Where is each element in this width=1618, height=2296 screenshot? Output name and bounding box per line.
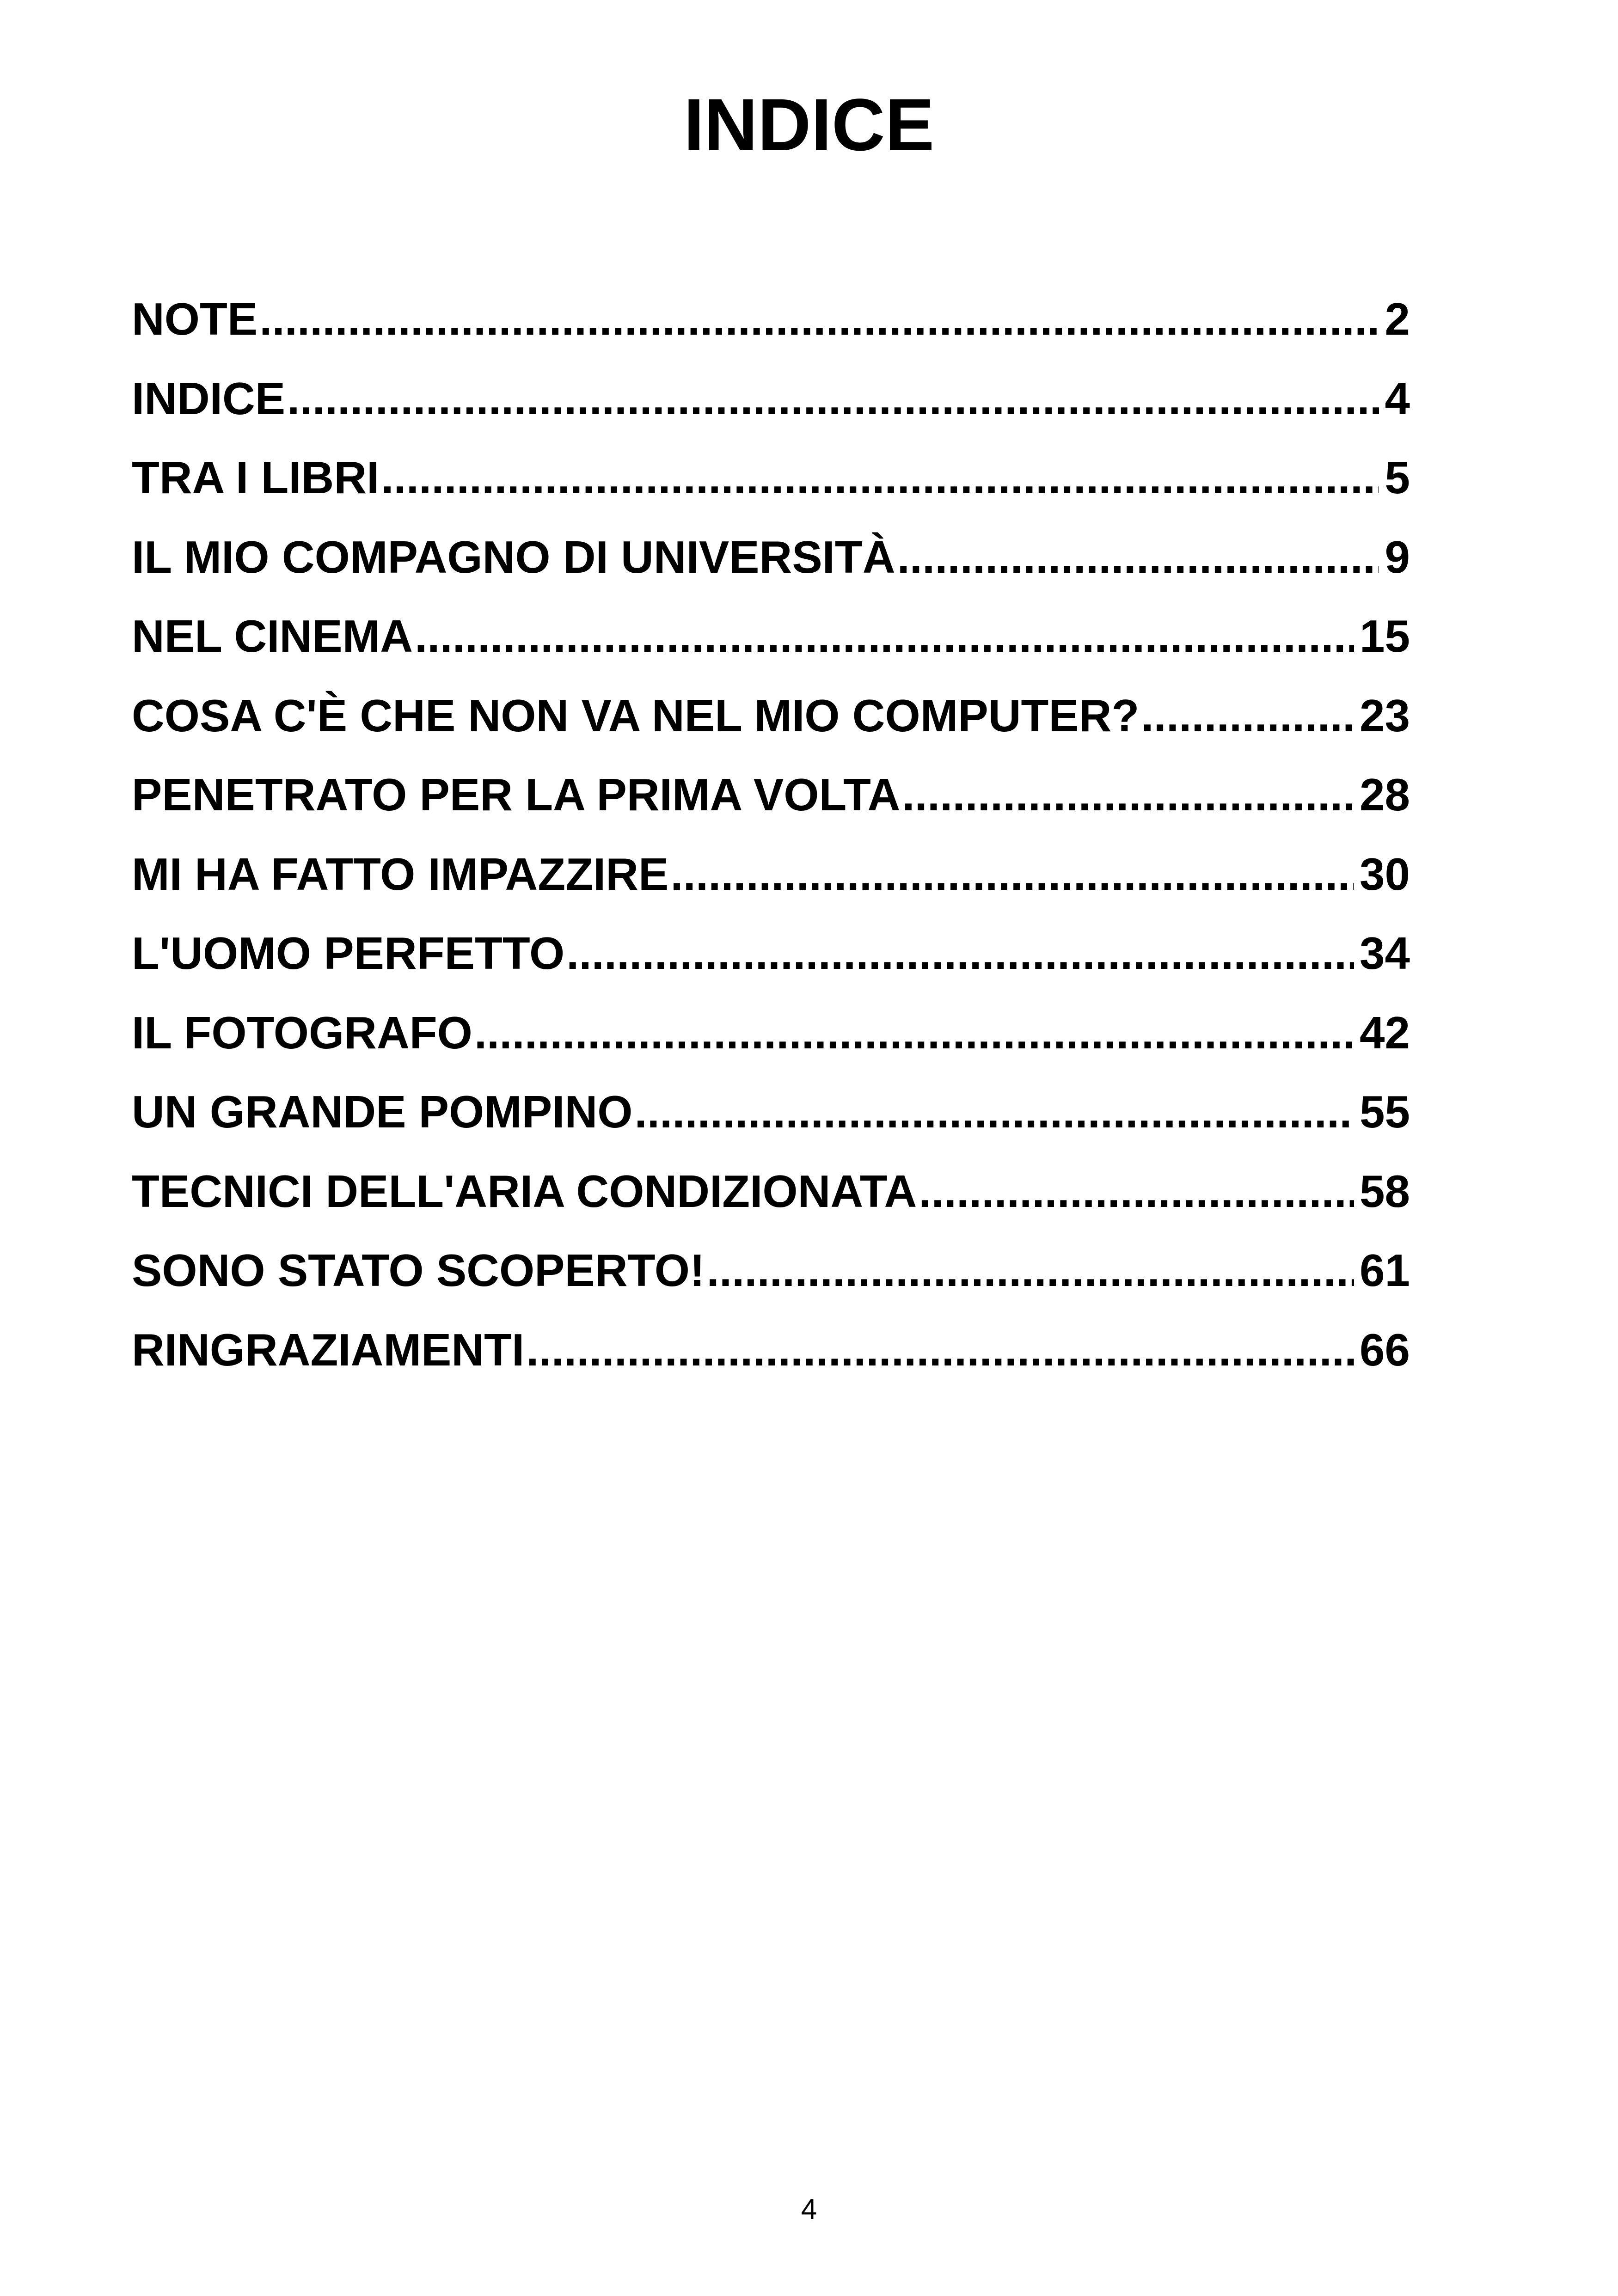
toc-entry-page: 4 <box>1385 373 1410 424</box>
table-of-contents <box>132 291 1410 1401</box>
toc-dot-leader <box>474 1005 1354 1060</box>
toc-entry-page: 30 <box>1359 848 1410 900</box>
page-title: INDICE <box>683 83 935 166</box>
toc-entry[interactable] <box>132 371 1410 450</box>
toc-dot-leader <box>526 1322 1354 1378</box>
toc-entry[interactable] <box>132 529 1410 609</box>
toc-entry[interactable] <box>132 1243 1410 1322</box>
toc-entry-title: UN GRANDE POMPINO <box>132 1086 633 1137</box>
toc-entry[interactable] <box>132 1322 1410 1402</box>
toc-entry-title: NEL CINEMA <box>132 611 413 661</box>
toc-dot-leader <box>635 1084 1354 1139</box>
toc-entry-title: PENETRATO PER LA PRIMA VOLTA <box>132 769 901 820</box>
toc-entry[interactable] <box>132 291 1410 371</box>
toc-entry[interactable] <box>132 925 1410 1005</box>
toc-entry-page: 61 <box>1359 1245 1410 1296</box>
toc-entry-title: TRA I LIBRI <box>132 452 380 503</box>
toc-entry-page: 15 <box>1359 611 1410 661</box>
toc-entry-page: 2 <box>1385 294 1410 344</box>
toc-entry-title: SONO STATO SCOPERTO! <box>132 1245 705 1296</box>
toc-entry-title: IL FOTOGRAFO <box>132 1007 472 1058</box>
toc-entry-title: TECNICI DELL'ARIA CONDIZIONATA <box>132 1165 917 1217</box>
toc-dot-leader <box>1141 688 1354 743</box>
toc-entry-page: 55 <box>1359 1086 1410 1137</box>
toc-dot-leader <box>287 371 1379 426</box>
toc-entry-title: COSA C'È CHE NON VA NEL MIO COMPUTER? <box>132 690 1140 741</box>
toc-dot-leader <box>566 925 1354 981</box>
toc-entry-page: 28 <box>1359 769 1410 820</box>
toc-entry-title: INDICE <box>132 373 286 424</box>
toc-dot-leader <box>670 846 1354 902</box>
toc-dot-leader <box>919 1163 1354 1219</box>
toc-entry[interactable] <box>132 1084 1410 1163</box>
toc-entry[interactable] <box>132 767 1410 846</box>
toc-dot-leader <box>259 291 1379 347</box>
toc-entry-title: MI HA FATTO IMPAZZIRE <box>132 848 669 900</box>
toc-entry-page: 5 <box>1385 452 1410 503</box>
toc-entry[interactable] <box>132 450 1410 529</box>
toc-entry-page: 34 <box>1359 928 1410 979</box>
toc-dot-leader <box>707 1243 1354 1298</box>
toc-entry-page: 23 <box>1359 690 1410 741</box>
toc-entry-title: RINGRAZIAMENTI <box>132 1324 525 1375</box>
toc-entry-page: 66 <box>1359 1324 1410 1375</box>
toc-entry-title: L'UOMO PERFETTO <box>132 928 565 979</box>
toc-entry-page: 42 <box>1359 1007 1410 1058</box>
page-number: 4 <box>801 2193 817 2225</box>
toc-entry-page: 9 <box>1385 531 1410 582</box>
toc-dot-leader <box>415 608 1354 664</box>
toc-entry[interactable] <box>132 846 1410 926</box>
toc-entry[interactable] <box>132 688 1410 767</box>
toc-entry[interactable] <box>132 1163 1410 1243</box>
toc-dot-leader <box>381 450 1379 505</box>
toc-entry[interactable] <box>132 608 1410 688</box>
toc-entry-page: 58 <box>1359 1165 1410 1217</box>
toc-dot-leader <box>902 767 1354 822</box>
toc-entry[interactable] <box>132 1005 1410 1084</box>
toc-entry-title: NOTE <box>132 294 258 344</box>
toc-dot-leader <box>897 529 1379 585</box>
toc-entry-title: IL MIO COMPAGNO DI UNIVERSITÀ <box>132 531 895 582</box>
